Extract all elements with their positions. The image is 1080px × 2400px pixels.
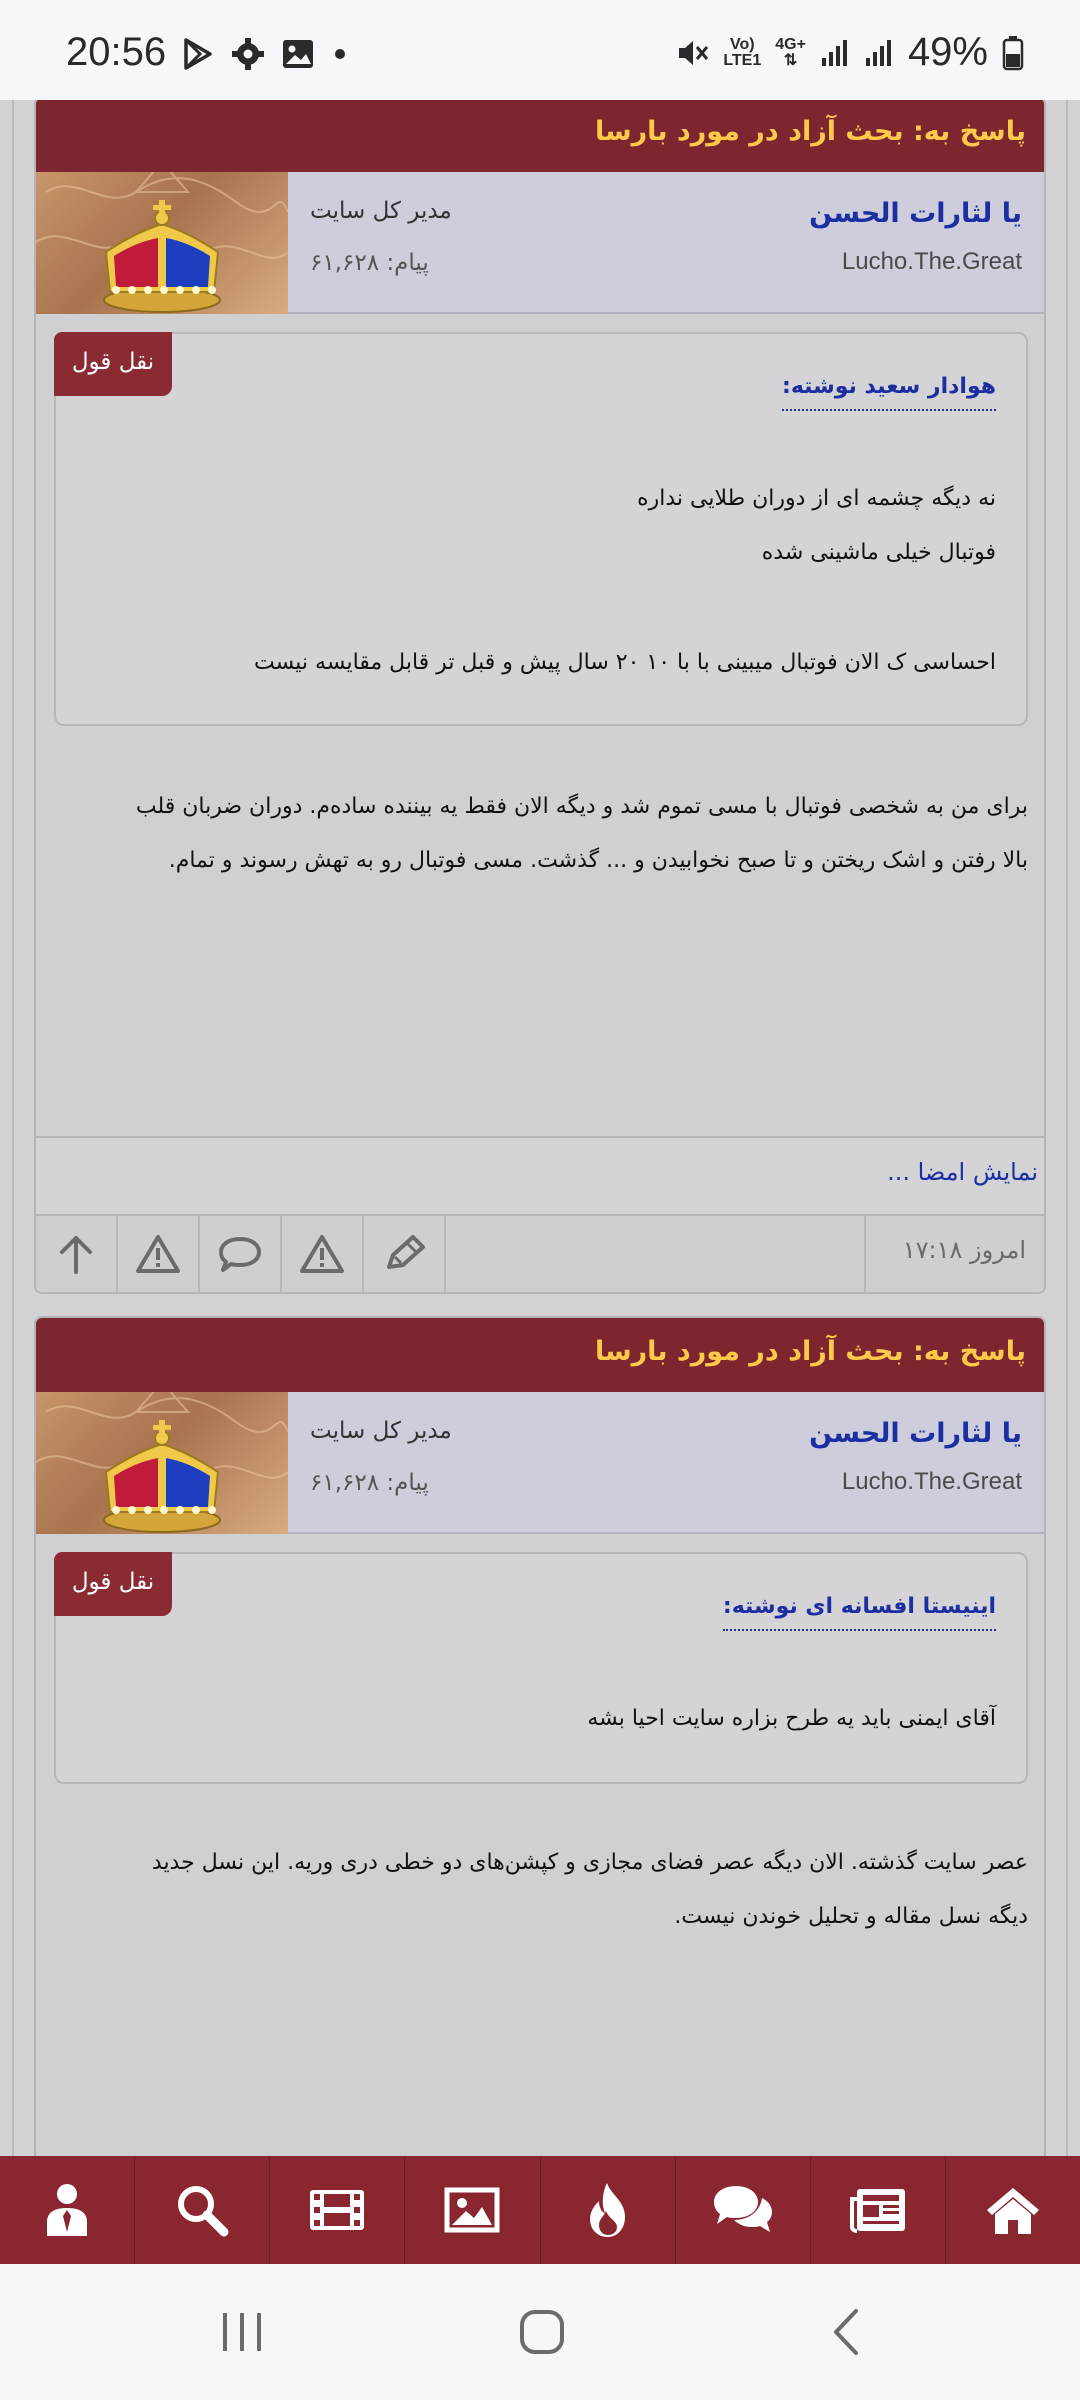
warning-button[interactable] bbox=[282, 1216, 364, 1292]
system-navigation-bar bbox=[0, 2264, 1080, 2400]
quote-author[interactable]: هوادار سعید نوشته: bbox=[782, 374, 996, 411]
post-body-line: عصر سایت گذشته. الان دیگه عصر فضای مجازی و کپشن‌های دو خطی دری وریه. این نسل جدید bbox=[151, 1850, 1028, 1875]
author-name[interactable]: یا لثارات الحسن bbox=[809, 198, 1022, 229]
search-icon bbox=[174, 2182, 230, 2238]
show-signature-link[interactable]: نمایش امضا ... bbox=[887, 1158, 1038, 1186]
battery-percent: 49% bbox=[907, 30, 988, 74]
clock: 20:56 bbox=[66, 30, 167, 74]
quote-line: نه دیگه چشمه ای از دوران طلایی نداره bbox=[637, 486, 996, 511]
author-title: Lucho.The.Great bbox=[841, 1468, 1022, 1495]
post-author-bar bbox=[36, 1392, 1044, 1534]
nav-profile[interactable] bbox=[0, 2156, 135, 2264]
comment-button[interactable] bbox=[200, 1216, 282, 1292]
nav-home[interactable] bbox=[946, 2156, 1080, 2264]
comment-icon bbox=[217, 1233, 263, 1275]
gallery-icon bbox=[280, 36, 316, 72]
post-body-line: بالا رفتن و اشک ریختن و تا صبح نخوابیدن و ... گذشت. مسی فوتبال رو به تهش رسوند و تمام. bbox=[168, 848, 1028, 873]
avatar[interactable] bbox=[36, 1392, 288, 1534]
post-body-line: دیگه نسل مقاله و تحلیل خوندن نیست. bbox=[674, 1904, 1028, 1929]
nav-gallery[interactable] bbox=[405, 2156, 540, 2264]
bottom-navigation bbox=[0, 2156, 1080, 2264]
quote-line: احساسی ک الان فوتبال میبینی با با ۱۰ ۲۰ سال پیش و قبل تر قابل مقایسه نیست bbox=[254, 650, 996, 675]
post-action-bar bbox=[36, 1214, 1046, 1292]
play-store-icon bbox=[180, 36, 216, 72]
news-icon bbox=[849, 2187, 907, 2233]
quote-button[interactable]: نقل قول bbox=[54, 1552, 172, 1616]
forum-thread bbox=[0, 100, 1080, 2156]
profile-icon bbox=[43, 2182, 91, 2238]
post-time: امروز ۱۷:۱۸ bbox=[902, 1236, 1026, 1264]
scroll-top-button[interactable] bbox=[36, 1216, 118, 1292]
edit-icon bbox=[381, 1233, 427, 1275]
home-button[interactable] bbox=[502, 2300, 582, 2364]
settings-gear-icon bbox=[230, 36, 266, 72]
quote-author[interactable]: اینیستا افسانه ای نوشته: bbox=[723, 1594, 996, 1631]
divider bbox=[864, 1216, 866, 1292]
battery-icon bbox=[1002, 35, 1024, 71]
nav-forum[interactable] bbox=[676, 2156, 811, 2264]
back-button[interactable] bbox=[806, 2300, 886, 2364]
arrow-up-icon bbox=[56, 1232, 96, 1276]
system-icons bbox=[675, 30, 1024, 75]
crown-avatar-image bbox=[36, 172, 288, 314]
quote-line: آقای ایمنی باید یه طرح بزاره سایت احیا بشه bbox=[587, 1706, 996, 1731]
post-body-line: برای من به شخصی فوتبال با مسی تموم شد و دیگه الان فقط یه بیننده ساده‌م. دوران ضربان قلب bbox=[135, 794, 1028, 819]
post-title: پاسخ به: بحث آزاد در مورد بارسا bbox=[36, 100, 1044, 172]
signal-icon-2 bbox=[864, 38, 894, 68]
home-icon bbox=[983, 2184, 1043, 2236]
report-button[interactable] bbox=[118, 1216, 200, 1292]
recent-apps-icon bbox=[217, 2309, 267, 2355]
avatar[interactable] bbox=[36, 172, 288, 314]
author-rank: مدیر کل سایت bbox=[310, 198, 452, 224]
dot-icon bbox=[330, 44, 350, 64]
author-post-count: پیام: ۶۱,۶۲۸ bbox=[310, 1470, 429, 1496]
author-title: Lucho.The.Great bbox=[841, 248, 1022, 275]
recent-apps-button[interactable] bbox=[202, 2300, 282, 2364]
report-icon bbox=[135, 1233, 181, 1275]
nav-news[interactable] bbox=[811, 2156, 946, 2264]
chat-icon bbox=[712, 2184, 774, 2236]
forum-post bbox=[34, 1316, 1046, 2156]
author-post-count: پیام: ۶۱,۶۲۸ bbox=[310, 250, 429, 276]
author-rank: مدیر کل سایت bbox=[310, 1418, 452, 1444]
network-gen-label: 4G+ ⇅ bbox=[775, 35, 806, 69]
signature-bar bbox=[36, 1136, 1046, 1214]
signal-icon bbox=[820, 38, 850, 68]
mute-icon bbox=[675, 36, 709, 70]
post-author-bar bbox=[36, 172, 1044, 314]
nav-search[interactable] bbox=[135, 2156, 270, 2264]
author-name[interactable]: یا لثارات الحسن bbox=[809, 1418, 1022, 1449]
image-icon bbox=[444, 2187, 500, 2233]
warning-icon bbox=[299, 1233, 345, 1275]
quote-button[interactable]: نقل قول bbox=[54, 332, 172, 396]
video-icon bbox=[308, 2188, 366, 2232]
home-circle-icon bbox=[517, 2307, 567, 2357]
fire-icon bbox=[585, 2181, 631, 2239]
back-icon bbox=[826, 2307, 866, 2357]
crown-avatar-image bbox=[36, 1392, 288, 1534]
quote-block bbox=[54, 1552, 1028, 1784]
nav-videos[interactable] bbox=[270, 2156, 405, 2264]
notification-icons bbox=[180, 36, 350, 72]
network-label: Vo) LTE1 bbox=[723, 35, 762, 69]
post-title: پاسخ به: بحث آزاد در مورد بارسا bbox=[36, 1318, 1044, 1392]
nav-trending[interactable] bbox=[541, 2156, 676, 2264]
forum-post bbox=[34, 100, 1046, 1294]
edit-button[interactable] bbox=[364, 1216, 446, 1292]
status-bar bbox=[0, 0, 1080, 100]
quote-block bbox=[54, 332, 1028, 726]
quote-line: فوتبال خیلی ماشینی شده bbox=[761, 540, 996, 565]
